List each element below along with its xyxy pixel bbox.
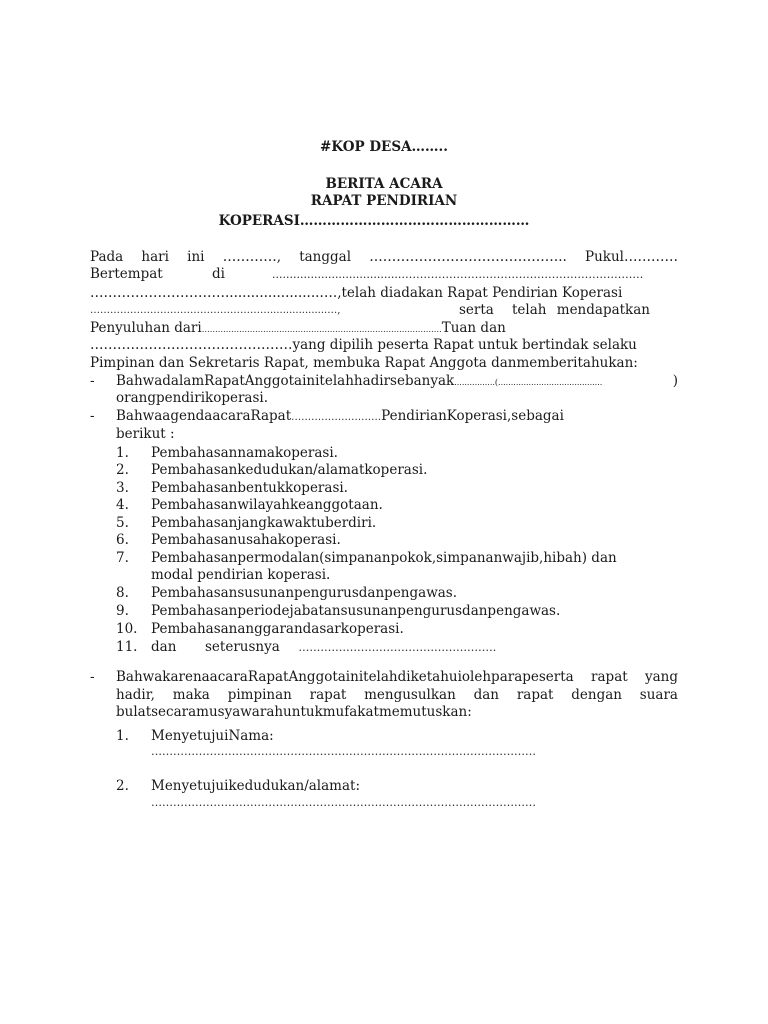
text: telah mendapatkan (512, 302, 650, 318)
intro-line-6: ………………………………………yang dipilih peserta Rapat untuk bertindak selaku (90, 337, 637, 353)
agenda-item: Pembahasansusunanpengurusdanpengawas. (151, 585, 458, 601)
text: rapat (516, 687, 554, 703)
text: hadir, (116, 687, 155, 703)
agenda-number: 8. (116, 585, 129, 601)
text: telah diadakan Rapat Pendirian Koperasi (341, 285, 623, 301)
text: BahwadalamRapatAnggotainitelahhadirsebanyak (116, 373, 455, 389)
title-rapat-pendirian: RAPAT PENDIRIAN (310, 193, 458, 209)
dotted-field: ................( (454, 378, 499, 387)
agenda-item: Pembahasannamakoperasi. (151, 445, 338, 461)
text: tanggal (299, 249, 352, 265)
agenda-item (151, 639, 496, 655)
resolution-dotted-field: …………………………………………………………………………………………… (151, 745, 536, 758)
text: serta (459, 302, 494, 318)
bullet2-line1 (116, 408, 564, 426)
text: hari (141, 249, 169, 265)
bullet-dash: - (90, 373, 95, 389)
text: rapat (591, 669, 628, 685)
agenda-number: 5. (116, 515, 129, 531)
agenda-item: Pembahasanusahakoperasi. (151, 532, 341, 548)
intro-line-1 (90, 249, 678, 266)
text: seterusnya (204, 639, 280, 655)
intro-line-5 (90, 320, 678, 338)
resolution-label: MenyetujuiNama: (151, 728, 274, 744)
bullet3-line1 (116, 669, 678, 685)
dotted-field: ……………………………………………… (298, 641, 497, 654)
dotted-field: ………………………………………………..................…, (90, 305, 341, 316)
text: ini (187, 249, 205, 265)
text: dan (473, 687, 499, 703)
title-berita-acara: BERITA ACARA (325, 176, 443, 192)
text: PendirianKoperasi,sebagai (381, 408, 564, 424)
agenda-item: Pembahasanpermodalan(simpananpokok,simpananwajib,hibah) dan (151, 550, 617, 566)
text: Penyuluhan dari (90, 320, 202, 336)
text: Pukul………… (585, 249, 678, 265)
agenda-number: 6. (116, 532, 129, 548)
agenda-number: 11. (116, 639, 138, 655)
text: Pada (90, 249, 124, 265)
text: BahwaagendaacaraRapat (116, 408, 292, 424)
agenda-item: Pembahasanwilayahkeanggotaan. (151, 497, 383, 513)
text: mengusulkan (364, 687, 456, 703)
agenda-number: 9. (116, 603, 129, 619)
text: dengan (571, 687, 622, 703)
text: …………, (222, 249, 281, 265)
resolution-dotted-field: …………………………………………………………………………………………… (151, 796, 536, 809)
text: dan (151, 639, 177, 655)
text: Tuan dan (441, 320, 506, 336)
dotted-field: .....................................………………………………………………………… (272, 268, 644, 281)
text: yang (644, 669, 678, 685)
text: ) (672, 373, 678, 389)
agenda-item: Pembahasanperiodejabatansusunanpengurusdanpengawas. (151, 603, 561, 619)
intro-line-7: Pimpinan dan Sekretaris Rapat, membuka Rapat Anggota danmemberitahukan: (90, 355, 638, 371)
bullet-dash: - (90, 408, 95, 424)
agenda-number: 1. (116, 445, 129, 461)
bullet-dash: - (90, 669, 95, 685)
agenda-item: Pembahasanbentukkoperasi. (151, 480, 348, 496)
agenda-item: Pembahasanjangkawaktuberdiri. (151, 515, 377, 531)
text: Bertempat (90, 266, 163, 282)
text: maka (172, 687, 210, 703)
resolution-label: Menyetujuikedudukan/alamat: (151, 778, 360, 794)
agenda-number: 10. (116, 621, 138, 637)
text: …………………………………….. (369, 249, 567, 265)
agenda-number: 2. (116, 462, 129, 478)
agenda-item-continuation: modal pendirian koperasi. (151, 567, 331, 583)
dotted-field: ……………………………………………………………………………… (201, 325, 442, 334)
text: di (212, 266, 225, 282)
resolution-number: 2. (116, 778, 129, 794)
bullet1-line1 (116, 373, 678, 391)
title-koperasi: KOPERASI…………………………………………… (218, 213, 530, 229)
intro-line-3 (90, 285, 678, 302)
text: rapat (309, 687, 347, 703)
text: BahwakarenaacaraRapatAnggotainitelahdiketahuiolehparapeserta (116, 669, 574, 685)
dotted-field: …………………………......................…., (90, 285, 342, 301)
agenda-item: Pembahasankedudukan/alamatkoperasi. (151, 462, 428, 478)
bullet3-line3: bulatsecaramusyawarahuntukmufakatmemutuskan: (116, 704, 472, 720)
agenda-number: 4. (116, 497, 129, 513)
agenda-number: 3. (116, 480, 129, 496)
text: pimpinan (227, 687, 292, 703)
dotted-field: ……………………… (291, 412, 382, 423)
bullet2-line2: berikut : (116, 426, 175, 442)
agenda-item: Pembahasananggarandasarkoperasi. (151, 621, 404, 637)
kop-desa: #KOP DESA…….. (320, 139, 448, 155)
bullet1-line2: orangpendirikoperasi. (116, 390, 269, 406)
resolution-number: 1. (116, 728, 129, 744)
dotted-field: ......................................... (498, 378, 603, 387)
text: suara (639, 687, 678, 703)
agenda-number: 7. (116, 550, 129, 566)
bullet3-line2 (116, 687, 678, 703)
